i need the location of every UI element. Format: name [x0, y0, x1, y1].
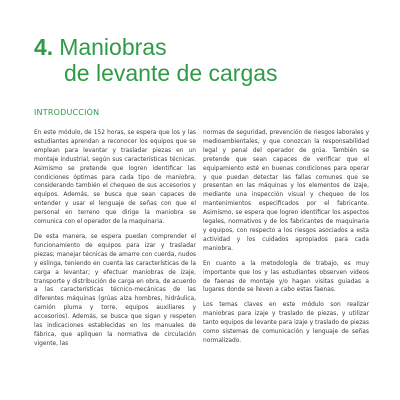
paragraph: De esta manera, se espera puedan comprender el funcionamiento de equipos para izar y trasladar piezas; manejar técnicas de amarre con cuerda, nudos y eslinga, teniendo en cuenta las características de la carga a levantar; y efectuar maniobras de izaje, transporte y distribución de carga en obra, de acuerdo a las características técnico-mecánicas de las diferentes máquinas (grúas alza hombres, hidráulica, camión pluma y torre, equipos auxiliares y accesorios). Además, se busca que sigan y respeten las indicaciones establecidas en los manuales de fábrica, que apliquen la normativa de circulación vigente, las: [34, 233, 196, 347]
left-column: [34, 129, 196, 355]
title-line-2: de levante de cargas: [64, 60, 278, 86]
title-line-1: Maniobras: [59, 34, 167, 60]
paragraph: En este módulo, de 152 horas, se espera que los y las estudiantes aprendan a reconocer los equipos que se emplean para levantar y trasladar piezas en un montaje industrial, según sus características técnicas. Asimismo se pretende que logren identificar las condiciones óptimas para cada tipo de maniobra, considerando también el chequeo de sus accesorios y equipos. Además, se busca que sean capaces de entender y usar el lenguaje de señas con que el personal en terreno que dirige la maniobra se comunica con el operador de la maquinaria.: [34, 130, 196, 226]
paragraph: Los temas claves en este módulo son realizar maniobras para izaje y traslado de piezas, y utilizar tanto equipos de levante para izaje y traslado de piezas como sistemas de comunicación y lenguaje de señas normalizado.: [203, 302, 369, 344]
chapter-number: 4.: [34, 34, 54, 60]
page-title: [34, 34, 278, 86]
paragraph: En cuanto a la metodología de trabajo, es muy importante que los y las estudiantes observen videos de faenas de montaje y/o hagan visitas guiadas a lugares donde se lleven a cabo estas faenas.: [203, 260, 369, 294]
right-column: [203, 129, 369, 352]
paragraph: normas de seguridad, prevención de riesgos laborales y medioambientales, y que conozcan la responsabilidad legal y penal del operador de grúa. También se pretende que sean capaces de verificar que el equipamiento esté en buenas condiciones para operar y que puedan detectar las fallas comunes que se presentan en las máquinas y los elementos de izaje, mediante una inspección visual y chequeo de los mantenimientos especificados por el fabricante. Asimismo, se espera que logren identificar los aspectos legales, normativos y de los fabricantes de maquinaria y equipos, con respecto a los riesgos asociados a esta actividad y los cuidados apropiados para cada maniobra.: [203, 130, 369, 252]
section-title: INTRODUCCIÓN: [34, 108, 100, 117]
